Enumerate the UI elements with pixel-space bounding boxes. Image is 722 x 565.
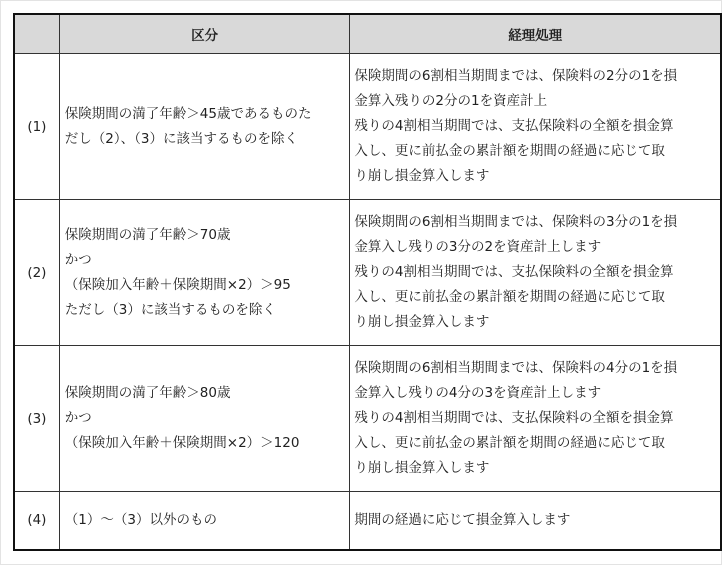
header-accounting: 経理処理: [350, 14, 721, 54]
row-number: (2): [14, 200, 59, 346]
category-cell-line: かつ: [64, 251, 92, 268]
accounting-cell-line: 入し、更に前払金の累計額を期間の経過に応じて取: [354, 143, 665, 159]
accounting-cell-line: 金算入残りの2分の1を資産計上: [354, 93, 548, 109]
category-cell: [59, 346, 350, 492]
accounting-cell-line: 保険期間の6割相当期間までは、保険料の2分の1を損: [354, 68, 678, 84]
table-row: [14, 54, 721, 200]
accounting-cell-line: 残りの4割相当期間では、支払保険料の全額を損金算: [354, 264, 674, 280]
category-cell: [59, 200, 350, 346]
category-cell: [59, 54, 350, 200]
accounting-cell: [350, 54, 721, 200]
category-cell-line: だし（2）、（3）に該当するものを除く: [64, 130, 298, 147]
category-cell-line: （保険加入年齢＋保険期間×2）＞120: [64, 435, 300, 451]
category-cell-line: （保険加入年齢＋保険期間×2）＞95: [64, 276, 291, 293]
accounting-cell-line: 保険期間の6割相当期間までは、保険料の3分の1を損: [354, 214, 678, 230]
category-cell-line: （1）～（3）以外のもの: [64, 511, 217, 528]
category-cell-line: 保険期間の満了年齢＞80歳: [64, 385, 231, 401]
header-number: [14, 14, 59, 54]
accounting-cell-line: 入し、更に前払金の累計額を期間の経過に応じて取: [354, 289, 665, 305]
table-row: [14, 200, 721, 346]
accounting-cell-line: 残りの4割相当期間では、支払保険料の全額を損金算: [354, 118, 674, 134]
header-category: 区分: [59, 14, 350, 54]
accounting-cell-line: 金算入し残りの3分の2を資産計上します: [354, 239, 602, 255]
header-row: [14, 14, 721, 54]
category-cell: [59, 492, 350, 550]
accounting-cell-line: り崩し損金算入します: [354, 460, 490, 476]
accounting-cell: [350, 492, 721, 550]
row-number: (1): [14, 54, 59, 200]
accounting-cell-line: り崩し損金算入します: [354, 168, 490, 184]
table-row: [14, 492, 721, 550]
category-cell-line: かつ: [64, 410, 92, 426]
category-cell-line: 保険期間の満了年齢＞70歳: [64, 226, 231, 243]
accounting-cell-line: 期間の経過に応じて損金算入します: [354, 511, 571, 528]
row-number: (4): [14, 492, 59, 550]
accounting-cell-line: 金算入し残りの4分の3を資産計上します: [354, 385, 602, 401]
accounting-cell: [350, 346, 721, 492]
table-row: [14, 346, 721, 492]
accounting-table: [13, 13, 722, 551]
accounting-cell-line: 残りの4割相当期間では、支払保険料の全額を損金算: [354, 410, 674, 426]
category-cell-line: ただし（3）に該当するものを除く: [64, 301, 276, 318]
row-number: (3): [14, 346, 59, 492]
accounting-cell-line: り崩し損金算入します: [354, 314, 490, 330]
accounting-cell-line: 保険期間の6割相当期間までは、保険料の4分の1を損: [354, 360, 678, 376]
accounting-cell-line: 入し、更に前払金の累計額を期間の経過に応じて取: [354, 435, 665, 451]
accounting-cell: [350, 200, 721, 346]
category-cell-line: 保険期間の満了年齢＞45歳であるものた: [64, 105, 312, 122]
